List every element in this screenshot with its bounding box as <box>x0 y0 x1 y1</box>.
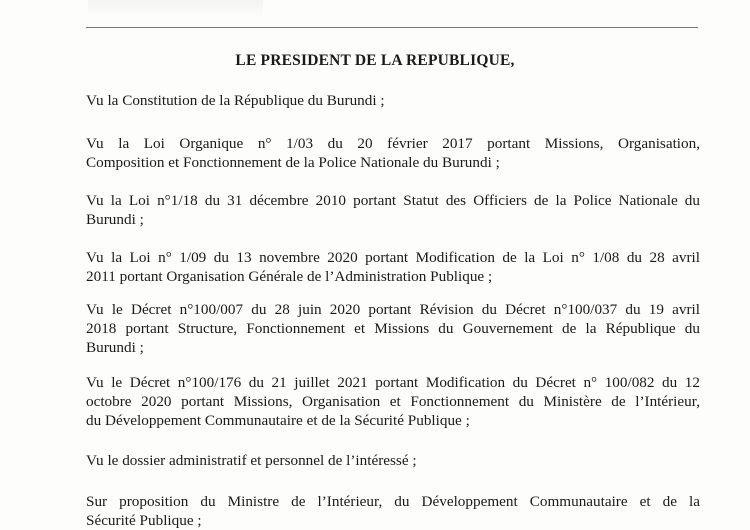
paragraph-proposition <box>86 492 700 530</box>
paragraph-loi-1-09 <box>86 248 700 286</box>
scan-shadow <box>88 0 263 18</box>
paragraph-loi-organique <box>86 134 700 172</box>
paragraph-line: du Développement Communautaire et de la Sécurité Publique ; <box>86 412 470 429</box>
paragraph-line: 2018 portant Structure, Fonctionnement et Missions du Gouvernement de la République du <box>86 320 700 337</box>
paragraph-line: Vu la Loi n°1/18 du 31 décembre 2010 portant Statut des Officiers de la Police Nationale du <box>86 192 700 209</box>
paragraph-line: Sécurité Publique ; <box>86 512 202 529</box>
paragraph-decret-100-007 <box>86 300 700 357</box>
paragraph-line: Composition et Fonctionnement de la Police Nationale du Burundi ; <box>86 154 500 171</box>
paragraph-line: Burundi ; <box>86 339 144 356</box>
paragraph-line: 2011 portant Organisation Générale de l’Administration Publique ; <box>86 268 493 285</box>
paragraph-line: Vu la Constitution de la République du Burundi ; <box>86 92 385 109</box>
paragraph-line: Vu le Décret n°100/007 du 28 juin 2020 portant Révision du Décret n°100/037 du 19 avril <box>86 301 700 318</box>
paragraph-line: Vu le dossier administratif et personnel de l’intéressé ; <box>86 452 417 469</box>
paragraph-line: Burundi ; <box>86 211 144 228</box>
paragraph-loi-1-18 <box>86 191 700 229</box>
document-heading: LE PRESIDENT DE LA REPUBLIQUE, <box>235 52 515 69</box>
top-rule <box>86 27 698 28</box>
paragraph-decret-100-176 <box>86 373 700 430</box>
paragraph-line: Sur proposition du Ministre de l’Intérieur, du Développement Communautaire et de la <box>86 493 700 510</box>
paragraph-line: Vu la Loi Organique n° 1/03 du 20 février 2017 portant Missions, Organisation, <box>86 135 700 152</box>
paragraph-constitution <box>86 91 700 110</box>
paragraph-line: Vu la Loi n° 1/09 du 13 novembre 2020 portant Modification de la Loi n° 1/08 du 28 avril <box>86 249 700 266</box>
paragraph-line: octobre 2020 portant Missions, Organisation et Fonctionnement du Ministère de l’Intérieur, <box>86 393 700 410</box>
paragraph-line: Vu le Décret n°100/176 du 21 juillet 2021 portant Modification du Décret n° 100/082 du 12 <box>86 374 700 391</box>
paragraph-dossier <box>86 451 700 470</box>
